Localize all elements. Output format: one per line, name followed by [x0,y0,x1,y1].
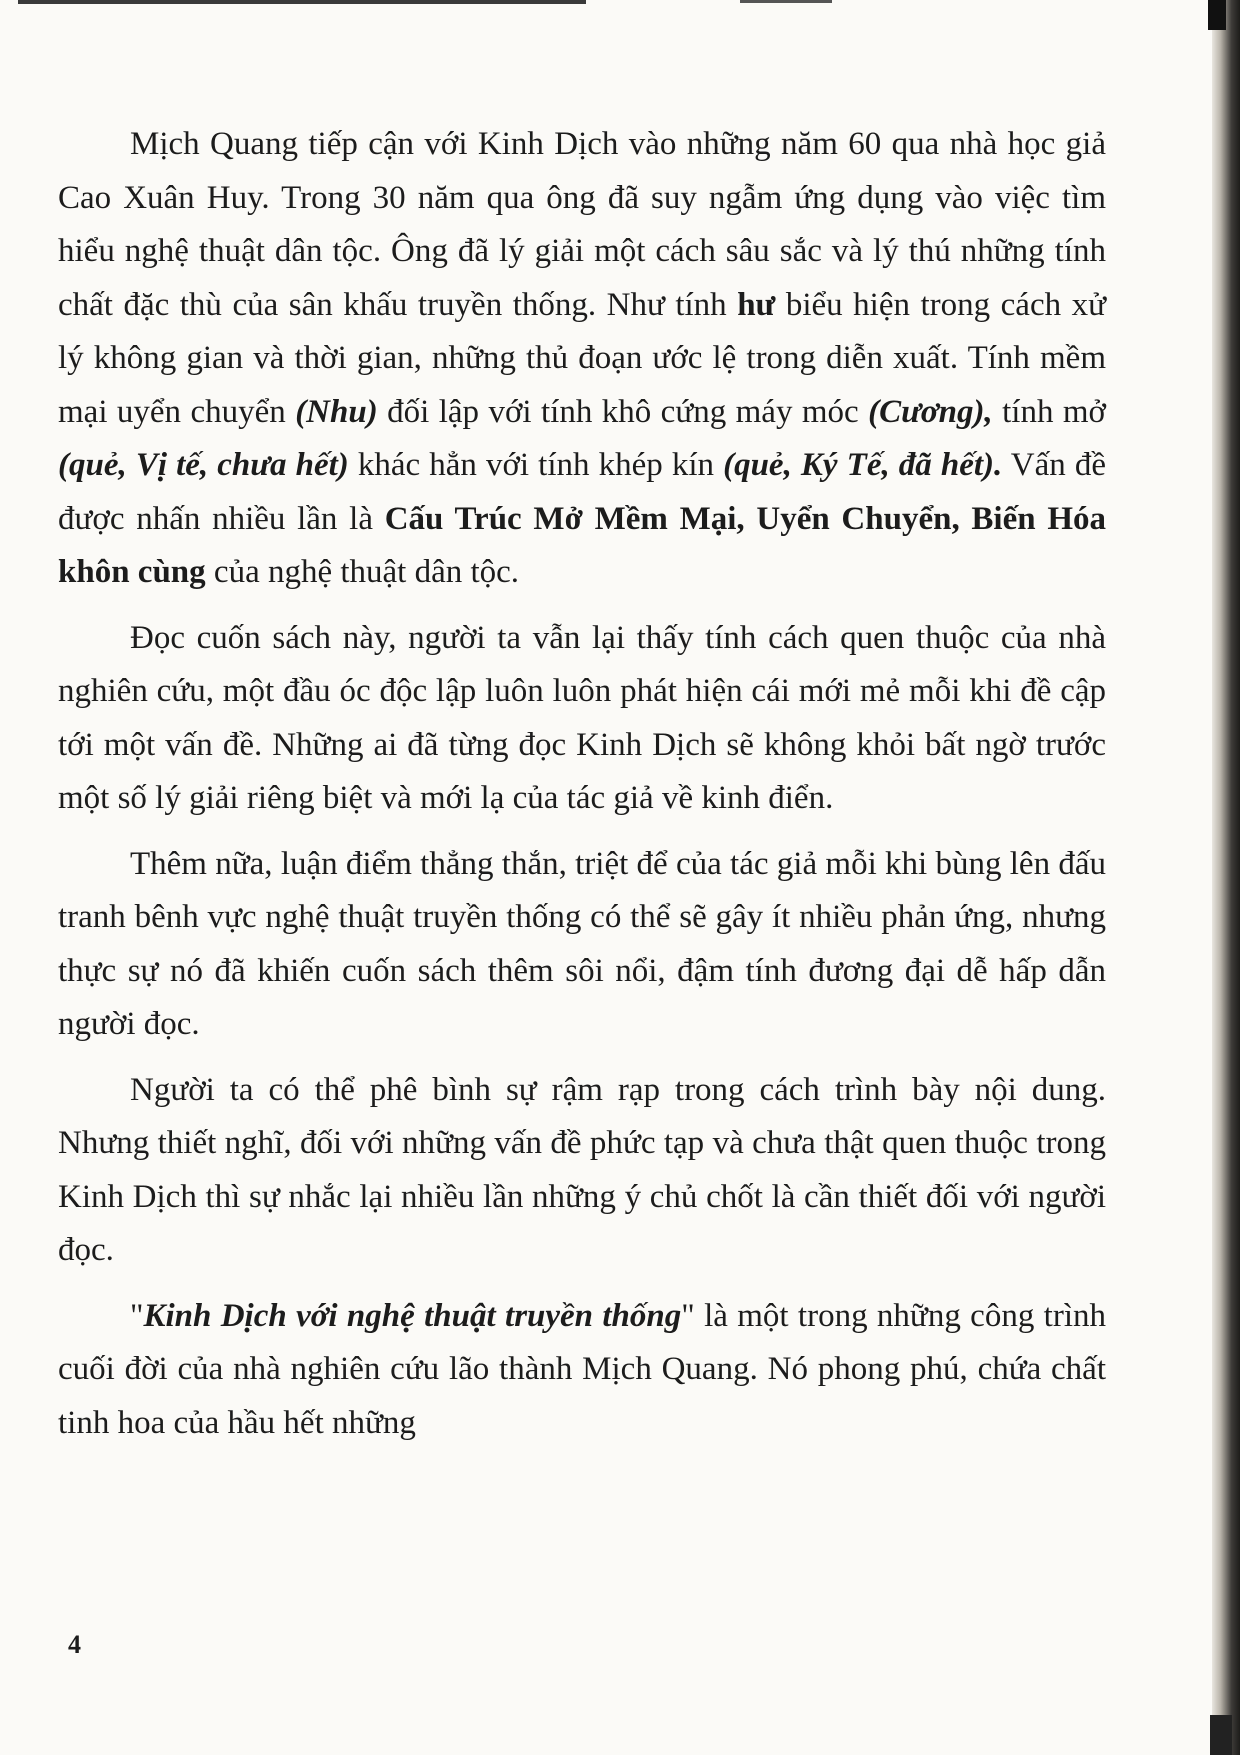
text-run: biểu hiện trong cách xử lý không gian và thời gian, những thủ đoạn ước lệ trong diễn xuất. Tính mềm mại uyển chuyển [58,286,1106,430]
spine-bottom-mark [1210,1715,1232,1755]
text-run: của nghệ thuật dân tộc. [205,554,520,590]
text-run: " là một trong những công trình cuối đời của nhà nghiên cứu lão thành Mịch Quang. Nó phong phú, chứa chất tinh hoa của hầu hết những [58,1297,1106,1441]
emphasis-text: (Cương), [868,393,993,430]
emphasis-text: hư [737,286,776,323]
top-edge-rule [18,0,586,4]
body-text [58,118,1106,1450]
book-spine-shadow [1212,0,1240,1755]
text-run: Mịch Quang tiếp cận với Kinh Dịch vào những năm 60 qua nhà học giả Cao Xuân Huy. Trong 30 năm qua ông đã suy ngẫm ứng dụng vào việc tìm hiểu nghệ thuật dân tộc. Ông đã lý giải một cách sâu sắc và lý thú những tính chất đặc thù của sân khấu truyền thống. Như tính [58,126,1106,323]
paragraph [58,1064,1106,1278]
text-run: Đọc cuốn sách này, người ta vẫn lại thấy tính cách quen thuộc của nhà nghiên cứu, một đầu óc độc lập luôn luôn phát hiện cái mới mẻ mỗi khi đề cập tới một vấn đề. Những ai đã từng đọc Kinh Dịch sẽ không khỏi bất ngờ trước một số lý giải riêng biệt và mới lạ của tác giả về kinh điển. [58,619,1106,816]
emphasis-text: Kinh Dịch với nghệ thuật truyền thống [143,1297,682,1334]
paragraph [58,118,1106,600]
text-run: " [130,1297,144,1334]
spine-top-mark [1208,0,1226,30]
paragraph [58,612,1106,826]
text-run: đối lập với tính khô cứng máy móc [377,393,869,430]
text-run: khác hẳn với tính khép kín [348,447,724,483]
page-number: 4 [68,1630,81,1659]
emphasis-text: (Nhu) [295,393,378,430]
paragraph [58,1290,1106,1451]
text-run: Người ta có thể phê bình sự rậm rạp trong cách trình bày nội dung. Nhưng thiết nghĩ, đối với những vấn đề phức tạp và chưa thật quen thuộc trong Kinh Dịch thì sự nhắc lại nhiều lần những ý chủ chốt là cần thiết đối với người đọc. [58,1071,1106,1268]
text-run: tính mở [992,393,1106,430]
text-run: Thêm nữa, luận điểm thẳng thắn, triệt để của tác giả mỗi khi bùng lên đấu tranh bênh vực nghệ thuật truyền thống có thể sẽ gây ít nhiều phản ứng, nhưng thực sự nó đã khiến cuốn sách thêm sôi nổi, đậm tính đương đại dễ hấp dẫn người đọc. [58,845,1106,1042]
emphasis-text: Cấu Trúc Mở Mềm Mại, Uyển Chuyển, Biến Hóa khôn cùng [58,500,1106,590]
top-edge-rule-short [740,0,832,3]
text-run: Vấn đề được nhấn nhiều lần là [58,447,1107,537]
emphasis-text: (quẻ, Vị tế, chưa hết) [58,447,349,483]
emphasis-text: (quẻ, Ký Tế, đã hết). [723,447,1003,483]
paragraph [58,838,1106,1052]
